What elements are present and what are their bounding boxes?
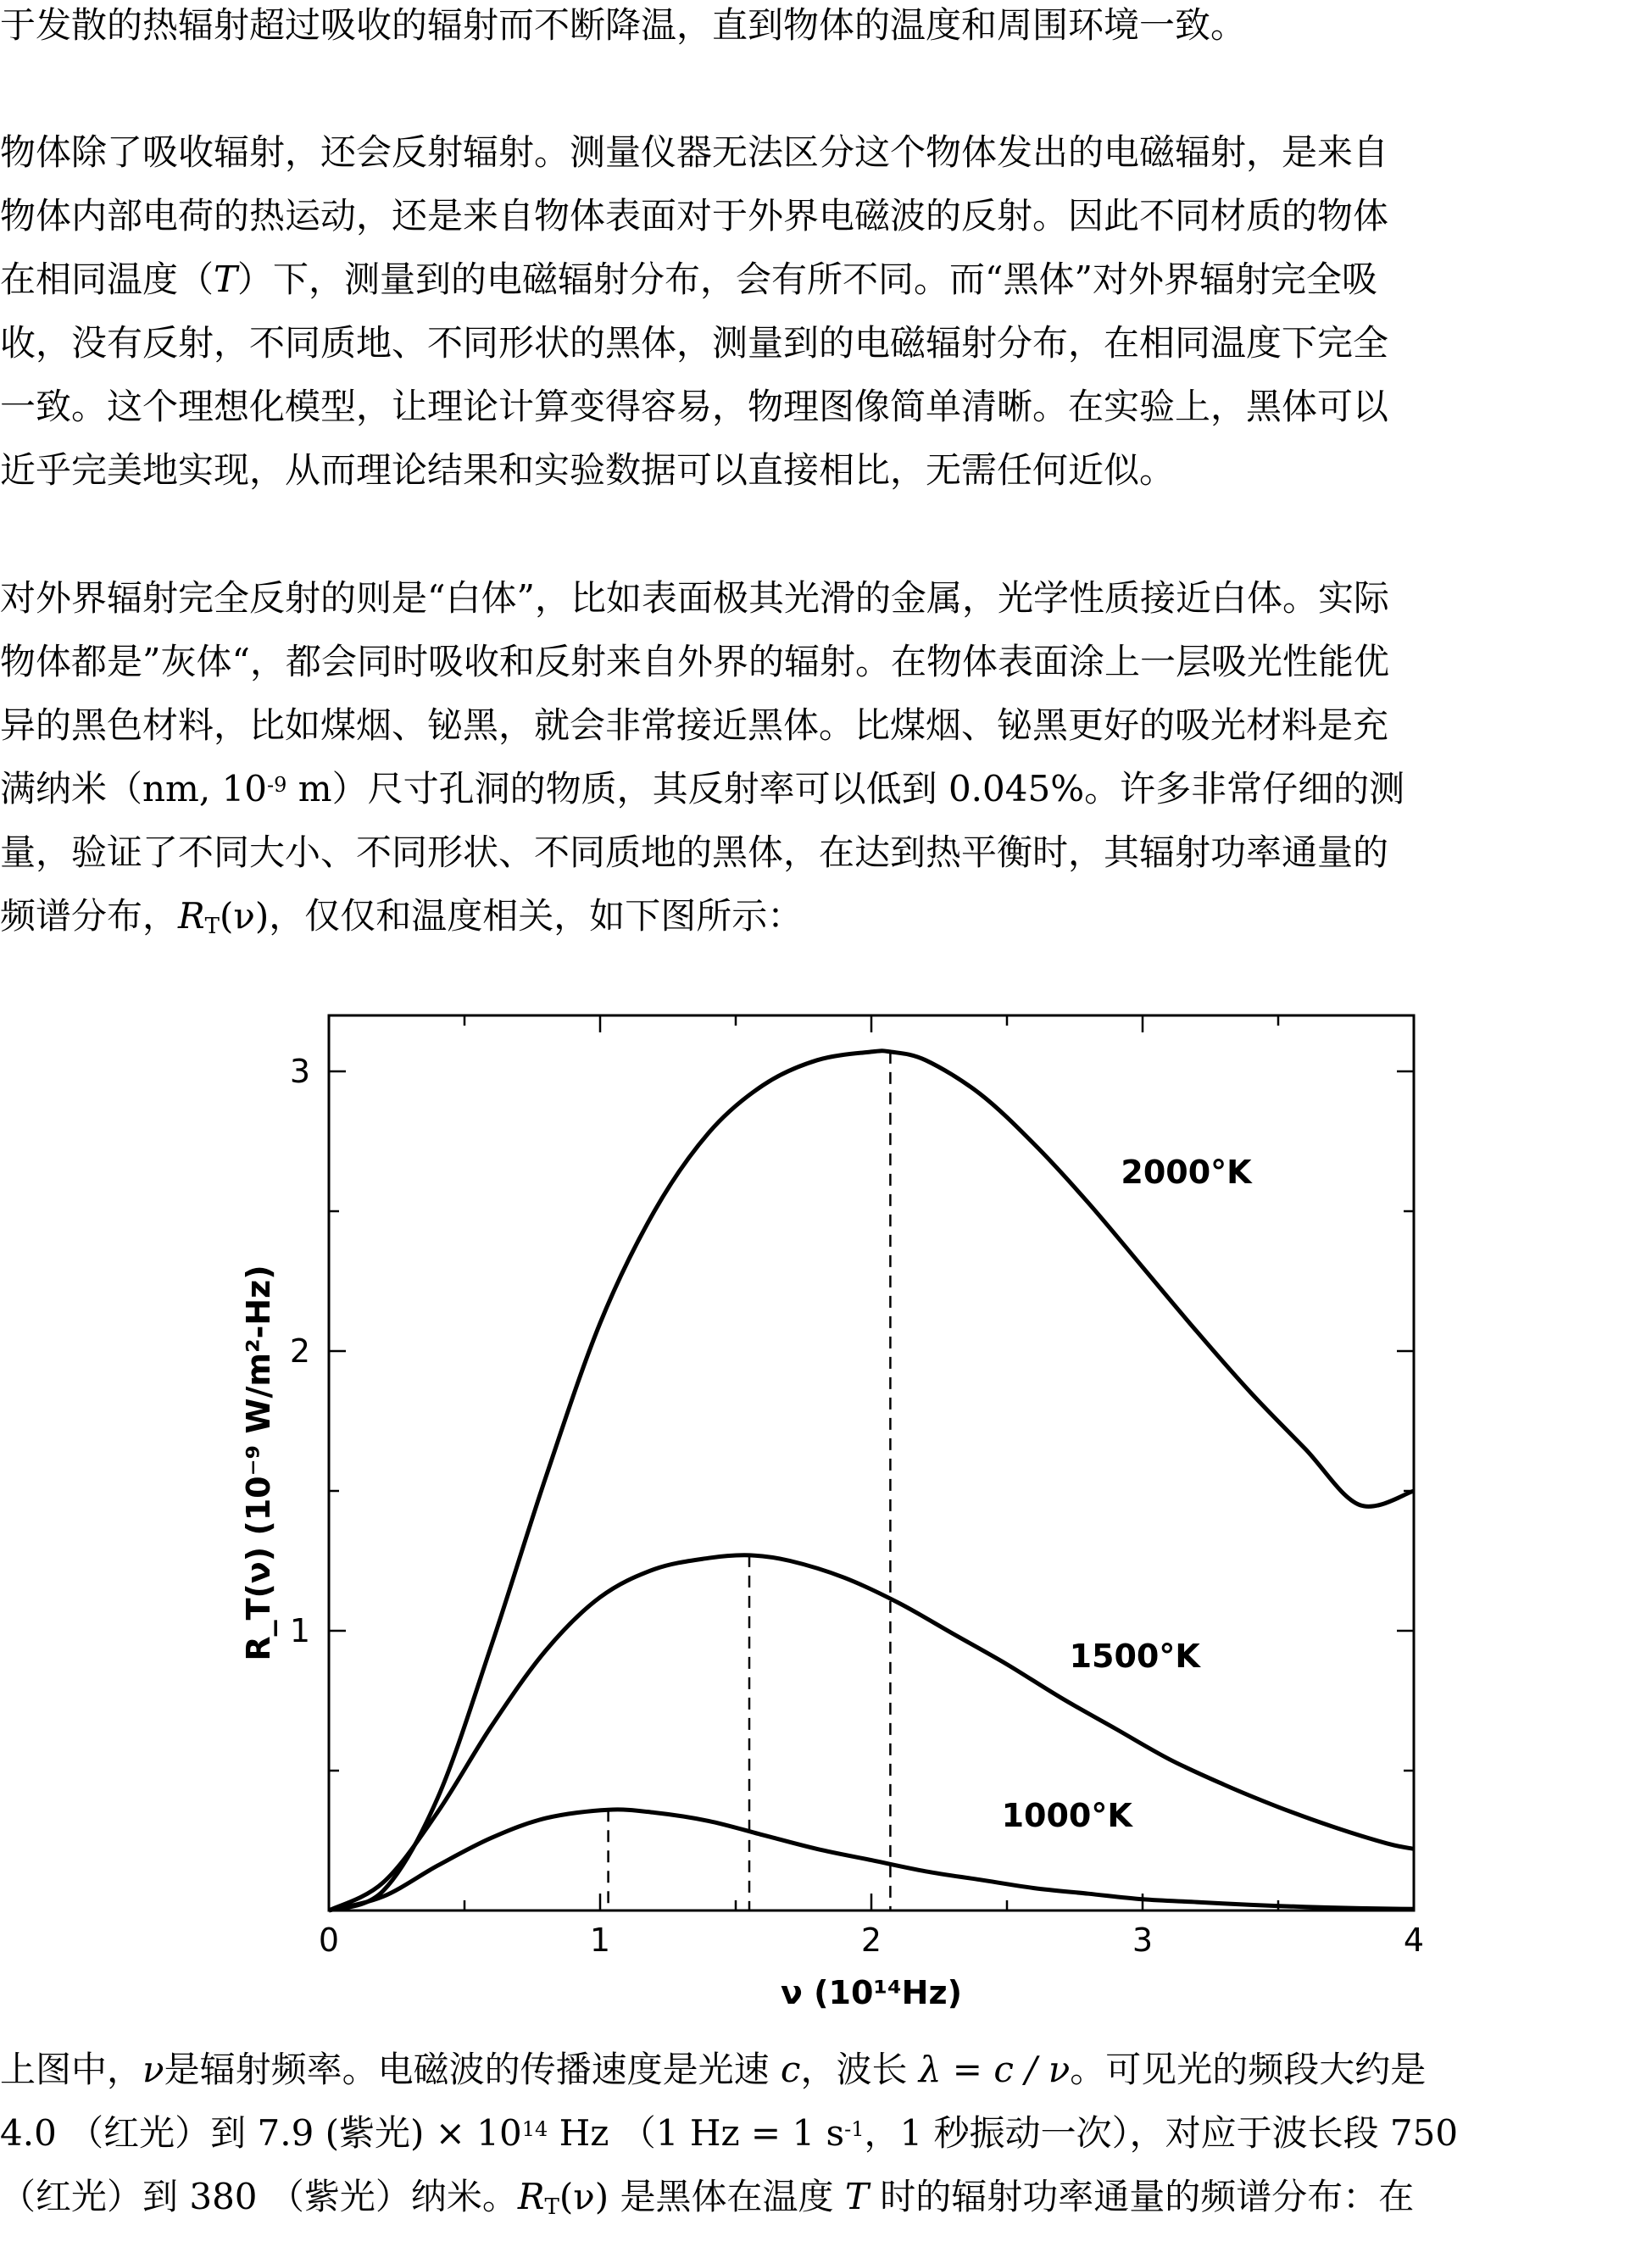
text-line: 量，验证了不同大小、不同形状、不同质地的黑体，在达到热平衡时，其辐射功率通量的 [0, 831, 1389, 873]
series-label: 1500°K [1069, 1637, 1200, 1675]
x-axis-label: ν (10¹⁴Hz) [781, 1974, 962, 2011]
x-tick-label: 0 [318, 1922, 340, 1959]
text-line: 物体内部电荷的热运动，还是来自物体表面对于外界电磁波的反射。因此不同材质的物体 [0, 195, 1389, 236]
series-line-1500k [329, 1555, 1414, 1910]
blackbody-spectrum-chart [0, 958, 1652, 2026]
text-line: 收，没有反射，不同质地、不同形状的黑体，测量到的电磁辐射分布，在相同温度下完全 [0, 322, 1389, 364]
text-line: 上图中，ν是辐射频率。电磁波的传播速度是光速 c，波长 λ = c / ν。可见光的频段大约是 [0, 2049, 1427, 2090]
y-tick-label: 3 [289, 1053, 310, 1090]
text-line: 近乎完美地实现，从而理论结果和实验数据可以直接相比，无需任何近似。 [0, 449, 1176, 491]
x-tick-label: 1 [589, 1922, 611, 1959]
text-line: 物体都是”灰体“，都会同时吸收和反射来自外界的辐射。在物体表面涂上一层吸光性能优 [0, 641, 1389, 682]
paragraph-2 [0, 566, 1652, 954]
text-line: 异的黑色材料，比如煤烟、铋黑，就会非常接近黑体。比煤烟、铋黑更好的吸光材料是充 [0, 704, 1389, 746]
series-label: 2000°K [1121, 1154, 1252, 1191]
plot-frame [329, 1015, 1414, 1910]
paragraph-1 [0, 120, 1652, 502]
text-line: 物体除了吸收辐射，还会反射辐射。测量仪器无法区分这个物体发出的电磁辐射，是来自 [0, 131, 1389, 173]
x-tick-label: 3 [1132, 1922, 1154, 1959]
x-tick-label: 4 [1403, 1922, 1425, 1959]
text-line: 频谱分布，$R_T(\nu)$，仅仅和温度相关，如下图所示： [0, 895, 804, 939]
text-line: 对外界辐射完全反射的则是“白体”，比如表面极其光滑的金属，光学性质接近白体。实际 [0, 577, 1389, 619]
y-tick-label: 1 [289, 1612, 310, 1649]
chart-labels [240, 1053, 1424, 2011]
series-label: 1000°K [1001, 1797, 1132, 1834]
axes [329, 1015, 1414, 1910]
text-line: 于发散的热辐射超过吸收的辐射而不断降温，直到物体的温度和周围环境一致。 [0, 4, 1247, 46]
y-tick-label: 2 [289, 1332, 310, 1370]
text-line: （红光）到 380 （紫光）纳米。$R_T(\nu)$ 是黑体在温度 T 时的辐射功率通量的频谱分布：在 [0, 2176, 1415, 2220]
x-tick-label: 2 [860, 1922, 882, 1959]
paragraph-0 [0, 0, 1652, 57]
y-axis-label: R_T(ν) (10⁻⁹ W/m²-Hz) [240, 1265, 277, 1661]
text-line: 4.0 （红光）到 7.9 (紫光) × $10^{14}$ Hz （1 Hz = 1 $s^{-1}$，1 秒振动一次），对应于波长段 750 [0, 2112, 1459, 2154]
text-line: 一致。这个理想化模型，让理论计算变得容易，物理图像简单清晰。在实验上，黑体可以 [0, 386, 1389, 427]
text-line: 在相同温度（T）下，测量到的电磁辐射分布，会有所不同。而“黑体”对外界辐射完全吸 [0, 259, 1377, 300]
paragraph-3 [0, 2038, 1652, 2234]
text-line: 满纳米（nm, $10^{-9}$ m）尺寸孔洞的物质，其反射率可以低到 0.045%。许多非常仔细的测 [0, 768, 1405, 809]
